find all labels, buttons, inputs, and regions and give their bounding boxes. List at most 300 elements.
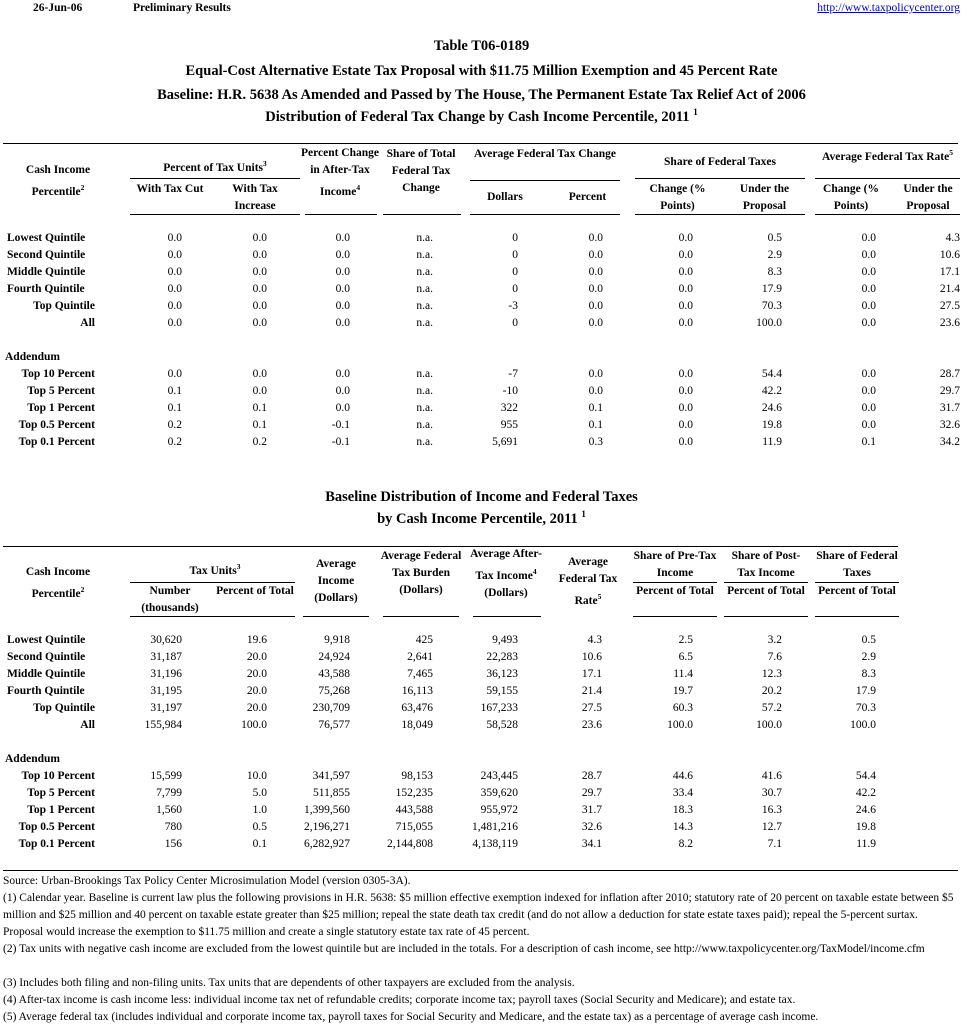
addendum-row-label: Top 10 Percent (21, 770, 95, 782)
addendum-row-cell: 0.0 (678, 385, 693, 397)
table-row-cell: 17.9 (761, 283, 782, 295)
report-date: 26-Jun-06 (33, 2, 83, 14)
table-row-cell: 0.0 (588, 317, 603, 329)
table-row-cell: 0.0 (678, 232, 693, 244)
t1-col-with-tax-cut: With Tax Cut (136, 183, 204, 195)
table-row-cell: 0.0 (335, 232, 350, 244)
table-row-cell: 0.0 (588, 232, 603, 244)
addendum-row-cell: 34.1 (581, 838, 602, 850)
table-row-cell: 2.9 (767, 249, 782, 261)
tpc-link[interactable]: http://www.taxpolicycenter.org (817, 2, 960, 14)
addendum-row-cell: 1,481,216 (472, 821, 518, 833)
addendum-row-cell: 30.7 (761, 787, 782, 799)
t2-title2-note: 1 (581, 509, 586, 519)
addendum-row-cell: 4,138,119 (472, 838, 518, 850)
addendum-row-cell: 5.0 (252, 787, 267, 799)
addendum-row-cell: -10 (502, 385, 518, 397)
t2-col-share-fed-taxes: Share of Federal Taxes (816, 550, 898, 579)
t2-col-avg-after-tax-income: Average After-Tax Income$^4$ (Dollars) (470, 548, 542, 599)
t1-col-avg-fed-tax-rate: Average Federal Tax Rate$^5$ (822, 148, 953, 163)
t2-col-avg-fed-tax-burden: Average Federal Tax Burden (Dollars) (380, 550, 462, 596)
addendum-row-cell: 6,282,927 (304, 838, 350, 850)
t2-rule-ai (303, 616, 369, 617)
title-line2: Baseline: H.R. 5638 As Amended and Passed by The House, The Permanent Estate Tax Relief Act of 2006 (157, 87, 806, 103)
table-row-cell: 0.0 (167, 300, 182, 312)
table-row-cell: 2.5 (678, 634, 693, 646)
addendum-row-cell: 7.1 (767, 838, 782, 850)
t1-rule-aftr (815, 178, 960, 179)
table-row-cell: 0.0 (167, 283, 182, 295)
table-row-cell: 18,049 (401, 719, 433, 731)
table-row-label: All (80, 317, 95, 329)
title-line3-note: 1 (693, 107, 698, 117)
t1-rule-aftc (470, 180, 620, 181)
addendum-row-cell: 0.1 (167, 402, 182, 414)
t2-col-avg-income: Average Income (Dollars) (314, 558, 358, 604)
title-line3 (0, 107, 963, 126)
table-row-cell: 0.0 (678, 317, 693, 329)
addendum-row-cell: 24.6 (855, 804, 876, 816)
table-row-cell: 8.3 (767, 266, 782, 278)
table-row-cell: n.a. (416, 283, 433, 295)
table-row-cell: 0.0 (335, 283, 350, 295)
table-row-label: Fourth Quintile (7, 685, 85, 697)
addendum-row-cell: 41.6 (761, 770, 782, 782)
table-row-cell: 0.0 (252, 249, 267, 261)
table-row-cell: 0.0 (167, 317, 182, 329)
table-row-cell: 0 (512, 317, 518, 329)
addendum-row-cell: n.a. (416, 385, 433, 397)
t1-rule-ptu-bottom (130, 214, 300, 215)
table-row-cell: 0.5 (767, 232, 782, 244)
addendum-row-cell: 0.1 (167, 385, 182, 397)
t1-col-aftr-under: Under the Proposal (903, 183, 953, 212)
table-row-cell: 0.0 (861, 300, 876, 312)
addendum-row-cell: 31.7 (939, 402, 960, 414)
table-row-cell: 63,476 (401, 702, 433, 714)
table-row-cell: 0.0 (252, 232, 267, 244)
table-row-cell: 11.4 (673, 668, 693, 680)
addendum-row-cell: 511,855 (313, 787, 350, 799)
table-row-cell: 23.6 (939, 317, 960, 329)
table-row-cell: 76,577 (318, 719, 350, 731)
addendum-row-cell: 19.8 (761, 419, 782, 431)
addendum-row-label: Top 5 Percent (27, 787, 95, 799)
table-row-cell: 27.5 (581, 702, 602, 714)
table-row-cell: 17.1 (939, 266, 960, 278)
addendum-row-cell: 0.2 (167, 436, 182, 448)
table-row-cell: 70.3 (855, 702, 876, 714)
table-row-cell: 17.9 (855, 685, 876, 697)
table-row-cell: 27.5 (939, 300, 960, 312)
t1-col-pct-tax-units: Percent of Tax Units$^3$ (163, 159, 267, 174)
table-row-cell: n.a. (416, 317, 433, 329)
table-row-cell: 21.4 (581, 685, 602, 697)
table-row-cell: 9,918 (324, 634, 350, 646)
table-row-cell: 9,493 (492, 634, 518, 646)
table-row-cell: 30,620 (150, 634, 182, 646)
addendum-row-cell: 322 (500, 402, 518, 414)
addendum-row-cell: 152,235 (395, 787, 433, 799)
addendum-row-label: Top 10 Percent (21, 368, 95, 380)
table-row-cell: n.a. (416, 266, 433, 278)
addendum-row-cell: 0.5 (252, 821, 267, 833)
page-header (0, 2, 963, 18)
table-row-cell: 22,283 (486, 651, 518, 663)
table-row-label: Fourth Quintile (7, 283, 85, 295)
addendum-row-cell: 0.0 (861, 402, 876, 414)
table-row-cell: 36,123 (486, 668, 518, 680)
table-row-cell: 60.3 (672, 702, 693, 714)
footnote: (3) Includes both filing and non-filing units. Tax units that are dependents of other taxpayers are excluded from the analysis. (3, 977, 575, 989)
table-row-cell: 75,268 (318, 685, 350, 697)
table-row-cell: 0.5 (861, 634, 876, 646)
table-row-cell: 20.2 (761, 685, 782, 697)
table-row-cell: 31,187 (150, 651, 182, 663)
addendum-row-cell: 32.6 (939, 419, 960, 431)
table-row-cell: 57.2 (761, 702, 782, 714)
addendum-row-cell: 28.7 (581, 770, 602, 782)
addendum-row-cell: 0.0 (588, 368, 603, 380)
addendum-row-cell: 359,620 (480, 787, 518, 799)
table-row-cell: 0.0 (678, 249, 693, 261)
table-row-cell: 10.6 (581, 651, 602, 663)
t2-col-percentile: Cash Income Percentile$^2$ (25, 566, 91, 600)
table-row-cell: 3.2 (767, 634, 782, 646)
table-row-cell: n.a. (416, 300, 433, 312)
t1-rule-pcat (305, 214, 377, 215)
table-row-cell: 0.0 (588, 249, 603, 261)
addendum-row-cell: 443,588 (395, 804, 433, 816)
addendum-row-cell: 0.1 (252, 402, 267, 414)
table-row-cell: 20.0 (246, 651, 267, 663)
addendum-row-cell: 11.9 (762, 436, 782, 448)
table-row-cell: 59,155 (486, 685, 518, 697)
table-row-cell: 31,197 (150, 702, 182, 714)
table-row-label: Top Quintile (33, 300, 95, 312)
table-row-cell: 425 (415, 634, 433, 646)
addendum-row-cell: 0.0 (861, 419, 876, 431)
addendum-row-cell: 0.1 (861, 436, 876, 448)
addendum-row-cell: 0.0 (335, 402, 350, 414)
table-row-cell: 43,588 (318, 668, 350, 680)
t1-rule-stc (383, 214, 461, 215)
t2-rule-aati (473, 616, 541, 617)
table-row-cell: n.a. (416, 249, 433, 261)
table-row-cell: 4.3 (945, 232, 960, 244)
t2-rule-spot-bottom (724, 616, 808, 617)
table-row-cell: 0.0 (588, 266, 603, 278)
table-row-cell: 12.3 (761, 668, 782, 680)
addendum-row-cell: 0.0 (861, 385, 876, 397)
table-row-label: Lowest Quintile (7, 232, 86, 244)
table-row-cell: 0.0 (252, 266, 267, 278)
footnote: (1) Calendar year. Baseline is current law plus the following provisions in H.R. 5638: $5 million effective exemption indexed for inflation after 2010; statutory rate of 20 percent on taxable estate between $5 million and $25 million and 40 percent on taxable estate greater than $25 million; repeal the state death tax credit (and do not allow a deduction for state estate taxes paid); repeal the 5-percent surtax. Proposal would increase the exemption to $11.75 million and create a single statutory estate tax rate of 45 percent. (3, 892, 954, 938)
table-row-cell: 17.1 (581, 668, 602, 680)
table-row-cell: 19.7 (672, 685, 693, 697)
addendum-row-cell: 0.0 (335, 385, 350, 397)
table-row-label: All (80, 719, 95, 731)
table-row-cell: -3 (508, 300, 518, 312)
t2-col-tax-units: Tax Units$^3$ (189, 562, 241, 577)
addendum-row-cell: 54.4 (761, 368, 782, 380)
table-row-cell: 0.0 (678, 300, 693, 312)
addendum-row-cell: 24.6 (761, 402, 782, 414)
table-row-cell: 4.3 (587, 634, 602, 646)
addendum-row-cell: n.a. (416, 368, 433, 380)
addendum-row-cell: 33.4 (672, 787, 693, 799)
t1-rule-ptu (130, 178, 300, 179)
table-row-cell: 2.9 (861, 651, 876, 663)
table-row-cell: 8.3 (861, 668, 876, 680)
addendum-row-cell: 32.6 (581, 821, 602, 833)
table-row-cell: 6.5 (678, 651, 693, 663)
addendum-label: Addendum (5, 753, 60, 765)
addendum-row-cell: 341,597 (312, 770, 350, 782)
addendum-row-cell: 18.3 (672, 804, 693, 816)
addendum-row-label: Top 5 Percent (27, 385, 95, 397)
t1-col-percentile: Cash Income Percentile$^2$ (25, 164, 91, 198)
addendum-row-cell: 955 (500, 419, 518, 431)
addendum-row-cell: n.a. (416, 402, 433, 414)
addendum-row-cell: 0.1 (588, 402, 603, 414)
addendum-row-cell: 0.0 (252, 385, 267, 397)
t2-col-avg-fed-tax-rate: Average Federal Tax Rate$^5$ (558, 556, 618, 607)
table-row-cell: 0.0 (861, 283, 876, 295)
addendum-row-cell: 0.0 (678, 419, 693, 431)
table-row-label: Top Quintile (33, 702, 95, 714)
addendum-row-cell: 0.2 (167, 419, 182, 431)
addendum-row-cell: n.a. (416, 419, 433, 431)
addendum-row-cell: 0.0 (252, 368, 267, 380)
table-row-cell: 21.4 (939, 283, 960, 295)
table-row-cell: 0.0 (861, 317, 876, 329)
addendum-row-cell: 0.1 (588, 419, 603, 431)
footnote: (2) Tax units with negative cash income are excluded from the lowest quintile but are included in the totals. For a description of cash income, see http://www.taxpolicycenter.org/TaxModel/income.cfm (3, 943, 925, 955)
addendum-row-cell: 0.0 (335, 368, 350, 380)
addendum-label: Addendum (5, 351, 60, 363)
table-row-cell: 100.0 (756, 317, 782, 329)
addendum-row-cell: 2,196,271 (304, 821, 350, 833)
addendum-row-cell: 98,153 (401, 770, 433, 782)
table-row-cell: 0.0 (167, 266, 182, 278)
table-row-cell: 0.0 (167, 232, 182, 244)
t1-rule-sft (635, 178, 805, 179)
addendum-row-cell: 715,055 (395, 821, 433, 833)
addendum-row-cell: -7 (508, 368, 518, 380)
table-row-cell: 0 (512, 232, 518, 244)
table-row-cell: 0.0 (335, 249, 350, 261)
t2-rule-sft-bottom (815, 616, 899, 617)
addendum-row-cell: 5,691 (492, 436, 518, 448)
t2-col-spt-pct: Percent of Total (636, 585, 714, 597)
addendum-row-cell: 0.0 (678, 436, 693, 448)
addendum-row-label: Top 1 Percent (27, 804, 95, 816)
addendum-row-cell: 0.0 (861, 368, 876, 380)
addendum-row-cell: 0.0 (588, 385, 603, 397)
table-row-label: Second Quintile (7, 249, 86, 261)
table-row-label: Middle Quintile (7, 668, 86, 680)
addendum-row-cell: 15,599 (150, 770, 182, 782)
t1-col-aftr-change: Change (% Points) (823, 183, 879, 212)
table-row-cell: 100.0 (756, 719, 782, 731)
table-row-cell: 167,233 (480, 702, 518, 714)
table-row-cell: 0.0 (678, 266, 693, 278)
t1-col-dollars: Dollars (487, 191, 523, 203)
addendum-row-cell: 1,399,560 (304, 804, 350, 816)
addendum-row-cell: 1,560 (156, 804, 182, 816)
addendum-row-cell: 780 (164, 821, 182, 833)
table-row-cell: 0.0 (861, 266, 876, 278)
t2-col-share-pretax: Share of Pre-Tax Income (633, 550, 717, 579)
addendum-row-cell: 16.3 (761, 804, 782, 816)
table-row-cell: 24,924 (318, 651, 350, 663)
addendum-row-cell: 29.7 (581, 787, 602, 799)
t2-col-sft-pct: Percent of Total (818, 585, 896, 597)
addendum-row-cell: 44.6 (672, 770, 693, 782)
table-row-cell: 100.0 (667, 719, 693, 731)
table-row-cell: 0.0 (861, 232, 876, 244)
table-row-cell: 20.0 (246, 685, 267, 697)
addendum-row-cell: 34.2 (939, 436, 960, 448)
addendum-row-cell: 0.3 (588, 436, 603, 448)
addendum-row-cell: 2,144,808 (387, 838, 433, 850)
table-row-cell: 20.0 (246, 668, 267, 680)
table-row-cell: 0 (512, 266, 518, 278)
t1-col-sft-under: Under the Proposal (739, 183, 790, 212)
t2-col-spot-pct: Percent of Total (727, 585, 805, 597)
addendum-row-cell: 1.0 (252, 804, 267, 816)
t1-rule-aftc-bottom (470, 214, 620, 215)
table-row-cell: 2,641 (407, 651, 433, 663)
addendum-row-cell: 955,972 (480, 804, 518, 816)
table-row-label: Lowest Quintile (7, 634, 86, 646)
t1-rule-sft-bottom (635, 214, 805, 215)
addendum-row-cell: 0.1 (252, 419, 267, 431)
title-line3-text: Distribution of Federal Tax Change by Cash Income Percentile, 2011 (265, 108, 690, 125)
footnote: Source: Urban-Brookings Tax Policy Center Microsimulation Model (version 0305-3A). (3, 875, 411, 887)
table-row-label: Second Quintile (7, 651, 86, 663)
addendum-row-cell: 0.2 (252, 436, 267, 448)
addendum-row-label: Top 0.5 Percent (18, 821, 95, 833)
addendum-row-cell: 14.3 (672, 821, 693, 833)
table-row-cell: 23.6 (581, 719, 602, 731)
table-row-cell: 0.0 (335, 266, 350, 278)
table-row-label: Middle Quintile (7, 266, 86, 278)
table2-top-rule (3, 546, 898, 547)
addendum-row-cell: 28.7 (939, 368, 960, 380)
table-row-cell: 0 (512, 249, 518, 261)
t1-col-with-tax-increase: With Tax Increase (232, 183, 278, 212)
addendum-row-cell: 11.9 (856, 838, 876, 850)
t2-rule-tu-bottom (130, 616, 295, 617)
t2-title2 (0, 509, 963, 528)
addendum-row-cell: 29.7 (939, 385, 960, 397)
t1-col-percent: Percent (568, 191, 607, 203)
table-row-cell: 0.0 (252, 317, 267, 329)
table-row-cell: 0.0 (861, 249, 876, 261)
addendum-row-cell: 156 (164, 838, 182, 850)
addendum-row-label: Top 0.1 Percent (18, 838, 95, 850)
table-row-cell: 0.0 (252, 300, 267, 312)
t2-rule-aftb (383, 616, 459, 617)
table-row-cell: 0.0 (167, 249, 182, 261)
table-row-cell: 70.3 (761, 300, 782, 312)
table-row-cell: 58,528 (486, 719, 518, 731)
table-row-cell: 7.6 (767, 651, 782, 663)
addendum-row-label: Top 0.5 Percent (18, 419, 95, 431)
table-row-cell: 155,984 (144, 719, 182, 731)
table-row-cell: 0 (512, 283, 518, 295)
t1-col-share-fed-taxes: Share of Federal Taxes (664, 156, 776, 168)
addendum-row-cell: 19.8 (855, 821, 876, 833)
table-row-cell: 0.0 (335, 317, 350, 329)
table-row-cell: 19.6 (246, 634, 267, 646)
footnote: (4) After-tax income is cash income less: individual income tax net of refundable credits; corporate income tax; payroll taxes (Social Security and Medicare); and estate tax. (3, 994, 796, 1006)
table-row-cell: 20.0 (246, 702, 267, 714)
t2-col-pct-total: Percent of Total (216, 585, 294, 597)
addendum-row-cell: 8.2 (678, 838, 693, 850)
addendum-row-cell: 7,799 (156, 787, 182, 799)
addendum-row-cell: 0.1 (252, 838, 267, 850)
table-row-cell: 0.0 (335, 300, 350, 312)
addendum-row-cell: 42.2 (855, 787, 876, 799)
addendum-row-cell: 0.0 (678, 368, 693, 380)
t2-title2-text: by Cash Income Percentile, 2011 (377, 510, 578, 527)
table-row-cell: 230,709 (312, 702, 350, 714)
addendum-row-cell: 42.2 (761, 385, 782, 397)
table-row-cell: 0.0 (678, 283, 693, 295)
table-row-cell: 16,113 (401, 685, 433, 697)
t1-rule-aftr-bottom (815, 214, 960, 215)
t1-col-share-total-change: Share of Total Federal Tax Change (386, 148, 456, 194)
addendum-row-cell: 54.4 (855, 770, 876, 782)
table-row-cell: 0.0 (588, 283, 603, 295)
addendum-row-label: Top 1 Percent (27, 402, 95, 414)
t1-col-sft-change: Change (% Points) (649, 183, 706, 212)
footnote: (5) Average federal tax (includes individual and corporate income tax, payroll taxes for Social Security and Medicare, and the estate tax) as a percentage of average cash income. (3, 1011, 819, 1023)
table-row-cell: 31,196 (150, 668, 182, 680)
t2-rule-spt-bottom (633, 616, 717, 617)
title-line1: Equal-Cost Alternative Estate Tax Proposal with $11.75 Million Exemption and 45 Percent Rate (185, 63, 778, 79)
table-row-cell: 100.0 (850, 719, 876, 731)
footnote-rule (3, 870, 958, 871)
table-row-cell: 0.0 (588, 300, 603, 312)
t2-col-share-posttax: Share of Post-Tax Income (731, 550, 801, 579)
t1-col-avg-fed-tax-change: Average Federal Tax Change (474, 148, 616, 160)
table-row-cell: 31,195 (150, 685, 182, 697)
addendum-row-cell: 10.0 (246, 770, 267, 782)
table-row-cell: n.a. (416, 232, 433, 244)
table-row-cell: 0.0 (252, 283, 267, 295)
t1-col-pct-change-after-tax: Percent Change in After-Tax Income$^4$ (300, 147, 380, 198)
t2-col-number: Number (thousands) (141, 585, 199, 614)
addendum-row-cell: -0.1 (331, 436, 350, 448)
addendum-row-label: Top 0.1 Percent (18, 436, 95, 448)
t2-title1: Baseline Distribution of Income and Federal Taxes (325, 489, 638, 505)
table-row-cell: 7,465 (407, 668, 433, 680)
addendum-row-cell: 243,445 (480, 770, 518, 782)
addendum-row-cell: 12.7 (761, 821, 782, 833)
table-row-cell: 10.6 (939, 249, 960, 261)
table-id: Table T06-0189 (433, 38, 530, 54)
table-row-cell: 100.0 (241, 719, 267, 731)
addendum-row-cell: 0.0 (678, 402, 693, 414)
addendum-row-cell: -0.1 (331, 419, 350, 431)
addendum-row-cell: 0.0 (167, 368, 182, 380)
addendum-row-cell: n.a. (416, 436, 433, 448)
report-status: Preliminary Results (133, 2, 231, 14)
